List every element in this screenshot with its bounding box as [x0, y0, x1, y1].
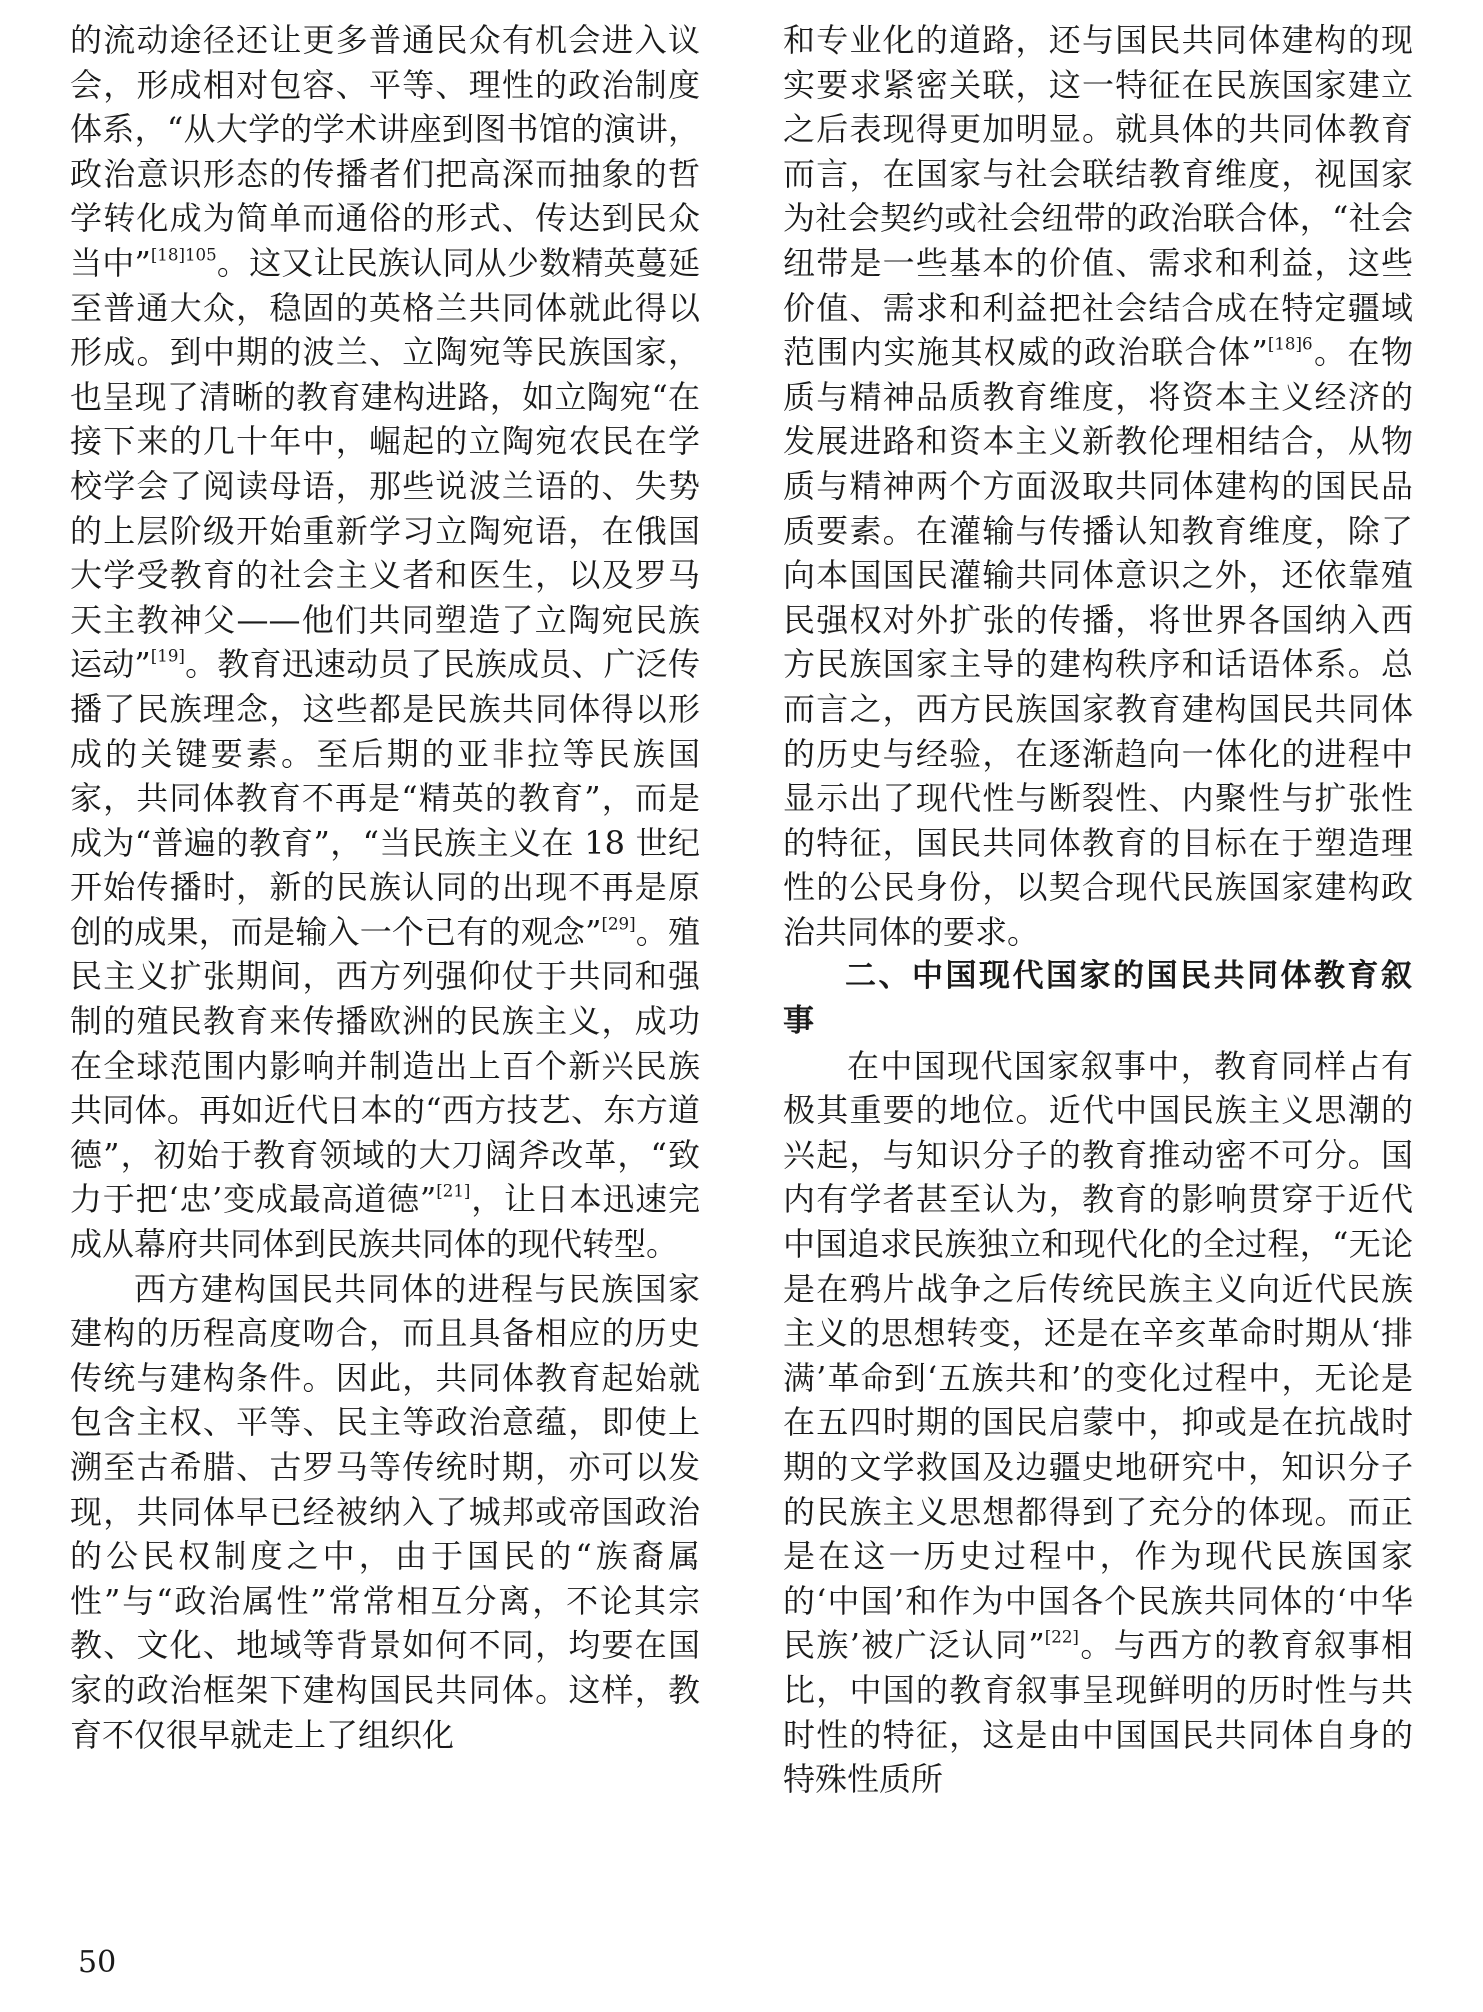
paragraph: 西方建构国民共同体的进程与民族国家建构的历程高度吻合，而且具备相应的历史传统与建构条件。因此，共同体教育起始就包含主权、平等、民主等政治意蕴，即使上溯至古希腊、古罗马等传统时期，亦可以发现，共同体早已经被纳入了城邦或帝国政治的公民权制度之中，由于国民的“族裔属性”与“政治属性”常常相互分离，不论其宗教、文化、地域等背景如何不同，均要在国家的政治框架下建构国民共同体。这样，教育不仅很早就走上了组织化: [70, 1269, 700, 1754]
paragraph-continuation: [70, 18, 700, 1267]
citation-ref: [21]: [436, 1182, 471, 1202]
paragraph-continuation: [783, 18, 1413, 954]
paragraph-text: 。在物质与精神品质教育维度，将资本主义经济的发展进路和资本主义新教伦理相结合，从物质与精神两个方面汲取共同体建构的国民品质要素。在灌输与传播认知教育维度，除了向本国国民灌输共同体意识之外，还依靠殖民强权对外扩张的传播，将世界各国纳入西方民族国家主导的建构秩序和话语体系。总而言之，西方民族国家教育建构国民共同体的历史与经验，在逐渐趋向一体化的进程中显示出了现代性与断裂性、内聚性与扩张性的特征，国民共同体教育的目标在于塑造理性的公民身份，以契合现代民族国家建构政治共同体的要求。: [783, 333, 1413, 951]
left-column: [70, 18, 700, 1757]
right-column: [783, 18, 1413, 1802]
citation-ref: [18]105: [150, 245, 217, 265]
paragraph-text: 的流动途径还让更多普通民众有机会进入议会，形成相对包容、平等、理性的政治制度体系，“从大学的学术讲座到图书馆的演讲，政治意识形态的传播者们把高深而抽象的哲学转化成为简单而通俗的形式、传达到民众当中”: [70, 21, 700, 282]
paragraph-text: 。这又让民族认同从少数精英蔓延至普通大众，稳固的英格兰共同体就此得以形成。到中期的波兰、立陶宛等民族国家，也呈现了清晰的教育建构进路，如立陶宛“在接下来的几十年中，崛起的立陶宛农民在学校学会了阅读母语，那些说波兰语的、失势的上层阶级开始重新学习立陶宛语，在俄国大学受教育的社会主义者和医生，以及罗马天主教神父——他们共同塑造了立陶宛民族运动”: [70, 243, 700, 684]
citation-ref: [19]: [150, 647, 185, 667]
citation-ref: [18]6: [1267, 334, 1313, 354]
citation-ref: [22]: [1044, 1628, 1079, 1648]
paragraph-text: 。殖民主义扩张期间，西方列强仰仗于共同和强制的殖民教育来传播欧洲的民族主义，成功在全球范围内影响并制造出上百个新兴民族共同体。再如近代日本的“西方技艺、东方道德”，初始于教育领域的大刀阔斧改革，“致力于把‘忠’变成最高道德”: [70, 912, 700, 1219]
paragraph-text: ，让日本迅速完成从幕府共同体到民族共同体的现代转型。: [70, 1180, 700, 1264]
page-number: 50: [78, 1945, 117, 1980]
paragraph-text: 和专业化的道路，还与国民共同体建构的现实要求紧密关联，这一特征在民族国家建立之后表现得更加明显。就具体的共同体教育而言，在国家与社会联结教育维度，视国家为社会契约或社会纽带的政治联合体，“社会纽带是一些基本的价值、需求和利益，这些价值、需求和利益把社会结合成在特定疆域范围内实施其权威的政治联合体”: [783, 21, 1413, 372]
paragraph-text: 在中国现代国家叙事中，教育同样占有极其重要的地位。近代中国民族主义思潮的兴起，与知识分子的教育推动密不可分。国内有学者甚至认为，教育的影响贯穿于近代中国追求民族独立和现代化的全过程，“无论是在鸦片战争之后传统民族主义向近代民族主义的思想转变，还是在辛亥革命时期从‘排满’革命到‘五族共和’的变化过程中，无论是在五四时期的国民启蒙中，抑或是在抗战时期的文学救国及边疆史地研究中，知识分子的民族主义思想都得到了充分的体现。而正是在这一历史过程中，作为现代民族国家的‘中国’和作为中国各个民族共同体的‘中华民族’被广泛认同”: [783, 1046, 1413, 1665]
paragraph: [783, 1044, 1413, 1802]
section-heading: 二、中国现代国家的国民共同体教育叙事: [783, 958, 1413, 1040]
paragraph-text: 。与西方的教育叙事相比，中国的教育叙事呈现鲜明的历时性与共时性的特征，这是由中国国民共同体自身的特殊性质所: [783, 1626, 1413, 1799]
paragraph-text: 。教育迅速动员了民族成员、广泛传播了民族理念，这些都是民族共同体得以形成的关键要素。至后期的亚非拉等民族国家，共同体教育不再是“精英的教育”，而是成为“普遍的教育”，“当民族主义在 18 世纪开始传播时，新的民族认同的出现不再是原创的成果，而是输入一个已有的观念”: [70, 645, 700, 951]
citation-ref: [29]: [601, 914, 636, 934]
